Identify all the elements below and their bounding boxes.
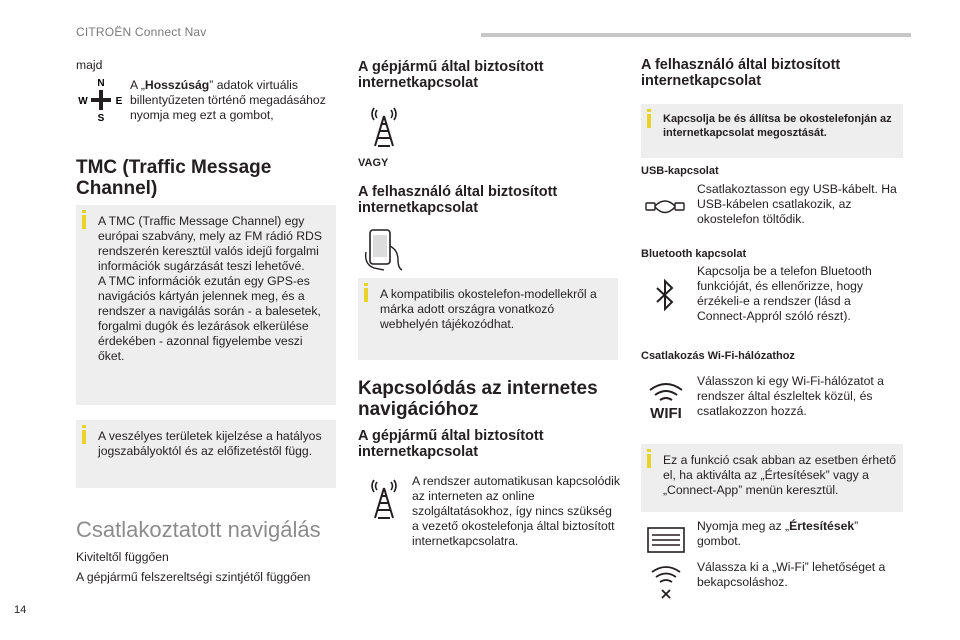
bluetooth-icon — [654, 278, 676, 312]
wifi-text: Válasszon ki egy Wi-Fi-hálózatot a rendszer által észleltek közül, és csatlakozzon hozzá. — [697, 374, 884, 418]
smartphone-hand-icon — [362, 226, 406, 272]
share-info-box — [641, 104, 903, 158]
connected-line-1: Kiviteltől függően — [76, 550, 169, 564]
antenna-icon — [364, 106, 404, 148]
wifi-icon-text: WIFI — [650, 405, 682, 420]
page-number: 14 — [14, 604, 27, 616]
wifi-icon — [644, 378, 688, 420]
length-bold: Hosszúság — [144, 78, 210, 92]
or-label: VAGY — [358, 157, 389, 169]
tmc-box-text: A TMC (Traffic Message Channel) egy európai szabvány, mely az FM rádió RDS rendszerén keresztül valós idejű forgalmi információk sugárzását teszi lehetővé. A TMC információk ezután egy GPS-es navigációs kártyán jelennek meg, és a rendszer a navigálás során - a balesetek, forgalmi dugók és lezárások elkerülése érdekében - azonnal figyelembe veszi őket. — [98, 214, 322, 363]
notifications-bold: Értesítések — [789, 519, 855, 533]
compass-n: N — [97, 78, 105, 89]
length-instruction: A „Hosszúság” adatok virtuális billentyűzeten történő megadásához nyomja meg ezt a gombot, — [130, 78, 326, 122]
auto-connect-text: A rendszer automatikusan kapcsolódik az interneten az online szolgáltatásokhoz, így nincs szükség a vezető okostelefonja által biztosított internetkapcsolatra. — [412, 474, 620, 548]
tmc-info-box — [76, 205, 336, 405]
bluetooth-text: Kapcsolja be a telefon Bluetooth funkcióját, és ellenőrizze, hogy érzékeli-e a rendszer (lásd a Connect-Appról szóló részt). — [697, 264, 872, 323]
bluetooth-label: Bluetooth kapcsolat — [641, 248, 747, 260]
danger-info-box — [76, 420, 336, 488]
notifications-menu-icon — [646, 526, 686, 554]
header-title: CITROËN Connect Nav — [76, 25, 207, 39]
vehicle-connection-heading: A gépjármű által biztosított internetkapcsolat — [358, 59, 544, 91]
danger-box-text: A veszélyes területek kijelzése a hatályos jogszabályoktól és az előfizetéstől függ. — [98, 429, 322, 458]
compat-box-text: A kompatibilis okostelefon-modellekről a márka adott országra vonatkozó webhelyén tájékozódhat. — [380, 287, 597, 331]
select-wifi-text: Válassza ki a „Wi-Fi” lehetőséget a bekapcsoláshoz. — [697, 560, 886, 589]
intro-word: majd — [76, 58, 103, 72]
compat-info-box — [358, 278, 618, 360]
user-connection-heading-3: A felhasználó által biztosított internetkapcsolat — [641, 57, 841, 89]
compass-icon — [78, 77, 124, 123]
usb-cable-icon — [643, 194, 687, 220]
compass-e: E — [115, 96, 123, 107]
internet-nav-heading: Kapcsolódás az internetes navigációhoz — [358, 378, 598, 420]
compass-w: W — [78, 96, 88, 107]
compass-s: S — [97, 113, 105, 123]
antenna-icon-2 — [364, 478, 404, 520]
user-connection-heading: A felhasználó által biztosított internetkapcsolat — [358, 184, 558, 216]
vehicle-connection-heading-2: A gépjármű által biztosított internetkapcsolat — [358, 428, 544, 460]
wifi-settings-icon — [646, 562, 686, 602]
notifications-instruction: Nyomja meg az „Értesítések” gombot. — [697, 519, 859, 548]
connected-line-2: A gépjármű felszereltségi szintjétől függően — [76, 570, 311, 584]
connected-nav-heading: Csatlakoztatott navigálás — [76, 517, 321, 542]
usb-label: USB-kapcsolat — [641, 165, 719, 177]
tmc-heading: TMC (Traffic Message Channel) — [76, 157, 272, 199]
notice-info-box — [641, 444, 903, 512]
notice-box-text: Ez a funkció csak abban az esetben érhető el, ha aktiválta az „Értesítések” vagy a „Connect-App” menün keresztül. — [663, 453, 897, 497]
header-divider — [481, 33, 911, 37]
wifi-label: Csatlakozás Wi-Fi-hálózathoz — [641, 350, 795, 362]
share-box-text: Kapcsolja be és állítsa be okostelefonján az internetkapcsolat megosztását. — [663, 113, 892, 139]
usb-text: Csatlakoztasson egy USB-kábelt. Ha USB-kábelen csatlakozik, az okostelefon töltődik. — [697, 182, 897, 226]
